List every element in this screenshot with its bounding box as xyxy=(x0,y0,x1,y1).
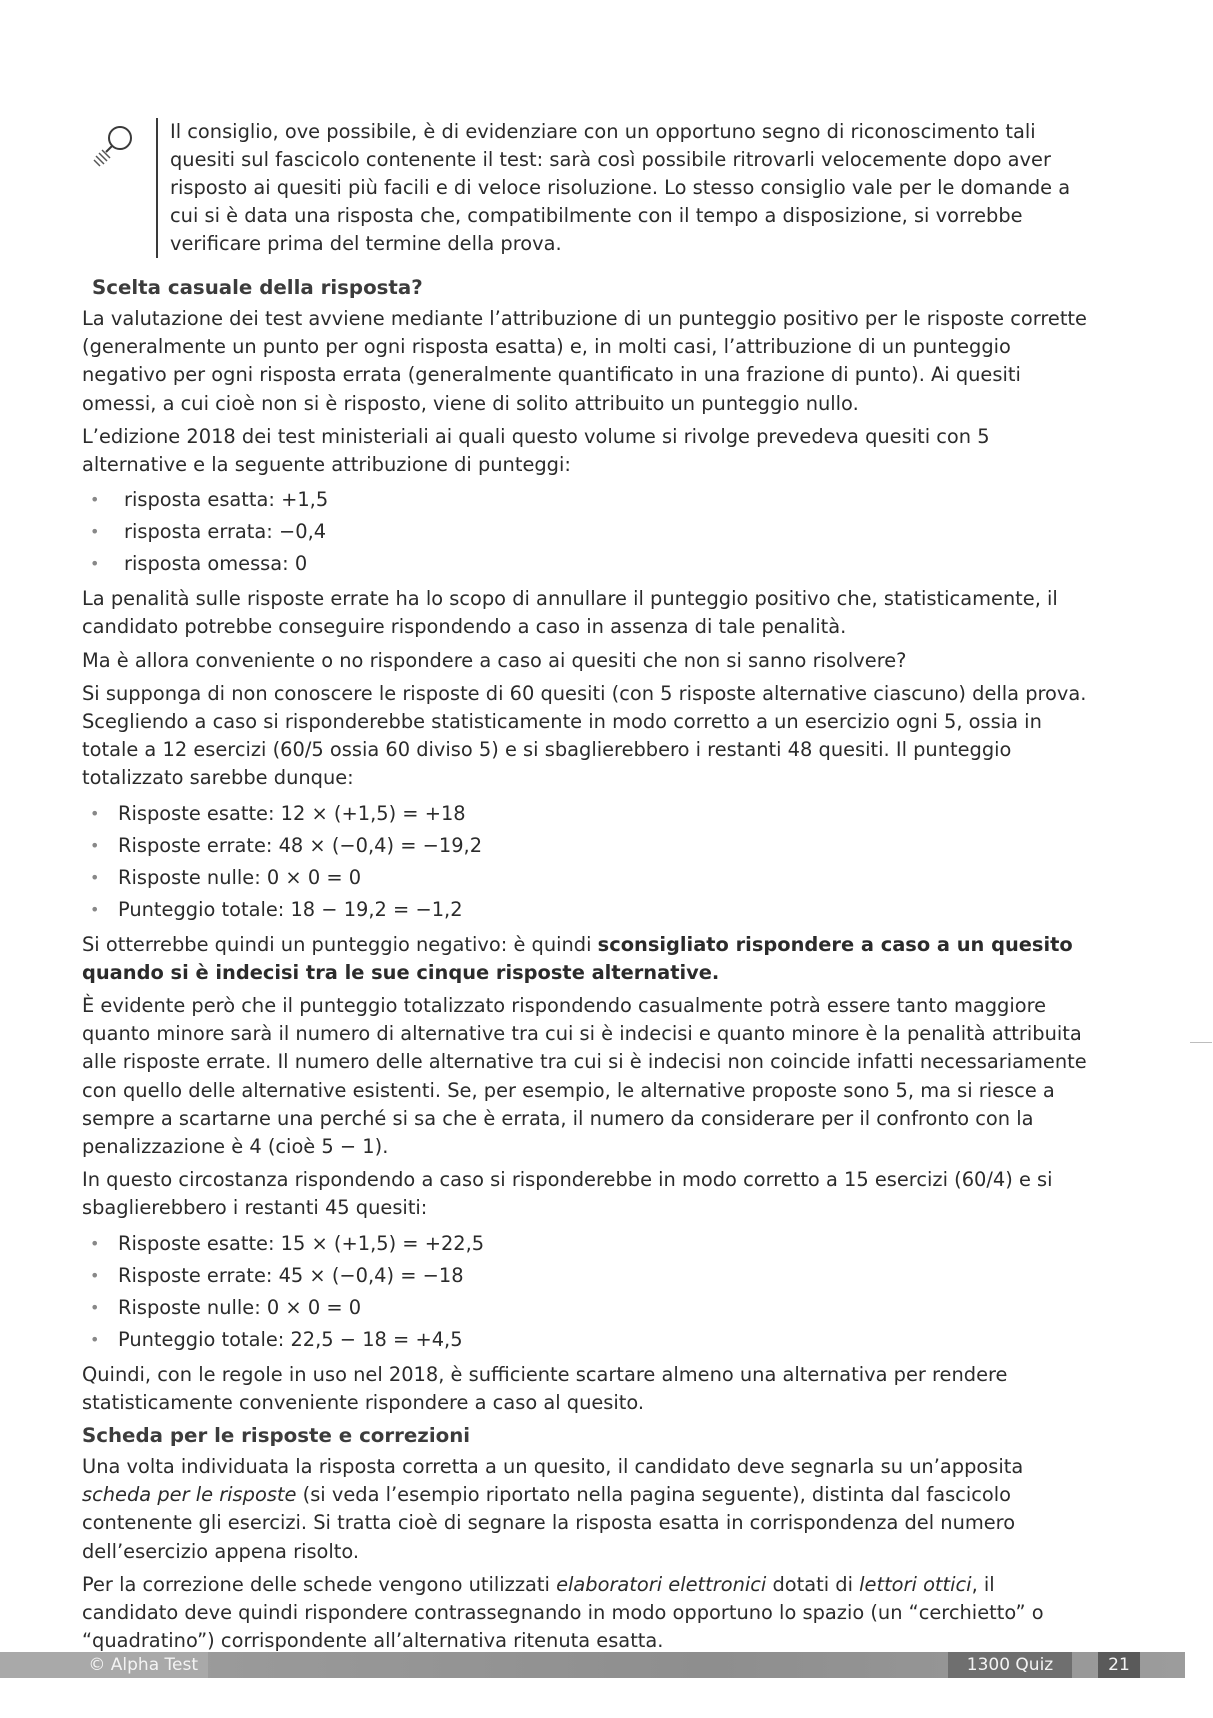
list-item: • Risposte errate: 48 × (−0,4) = −19,2 xyxy=(82,830,1092,862)
list-item: • Risposte esatte: 12 × (+1,5) = +18 xyxy=(82,798,1092,830)
list-item: • Risposte nulle: 0 × 0 = 0 xyxy=(82,1292,1092,1324)
footer-publisher: © Alpha Test xyxy=(0,1652,208,1678)
paragraph xyxy=(82,931,1092,987)
scores-list xyxy=(82,484,1092,580)
section-heading-random-answer: Scelta casuale della risposta? xyxy=(92,276,423,299)
list-item: • Punteggio totale: 18 − 19,2 = −1,2 xyxy=(82,894,1092,926)
paragraph: Si supponga di non conoscere le risposte di 60 quesiti (con 5 risposte alternative ciascuno) della prova. Scegliendo a caso si risponderebbe statisticamente in modo corretto a un esercizio ogni 5, ossia in totale a 12 esercizi (60/5 ossia 60 diviso 5) e si sbaglierebbero i restanti 48 quesiti. Il punteggio totalizzato sarebbe dunque: xyxy=(82,681,1087,790)
section-heading-answer-sheet: Scheda per le risposte e correzioni xyxy=(82,1424,471,1448)
list-item: • Risposte errate: 45 × (−0,4) = −18 xyxy=(82,1260,1092,1292)
list-item: • risposta errata: −0,4 xyxy=(82,516,1092,548)
paragraph: Quindi, con le regole in uso nel 2018, è sufficiente scartare almeno una alternativa per rendere statisticamente conveniente rispondere a caso al quesito. xyxy=(82,1362,1008,1414)
text: Una volta individuata la risposta corretta a un quesito, il candidato deve segnarla su un’apposita xyxy=(82,1455,1024,1479)
text: Per la correzione delle schede vengono utilizzati xyxy=(82,1572,557,1596)
italic-text: elaboratori elettronici xyxy=(556,1572,767,1596)
calculation-list-1 xyxy=(82,798,1092,926)
text: dotati di xyxy=(766,1572,860,1596)
footer-book-title: 1300 Quiz xyxy=(948,1652,1072,1678)
paragraph: L’edizione 2018 dei test ministeriali ai quali questo volume si rivolge prevedeva quesiti con 5 alternative e la seguente attribuzione di punteggi: xyxy=(82,424,990,477)
text: (si veda l’esempio riportato nella pagina seguente), distinta dal fascicolo contenente gli esercizi. Si tratta cioè di segnare la risposta esatta in corrispondenza del numero dell’esercizio appena risolto. xyxy=(82,1483,1016,1563)
italic-text: lettori ottici xyxy=(859,1572,972,1596)
bold-text: sconsigliato rispondere a caso a un quesito quando si è indecisi tra le sue cinque risposte alternative xyxy=(82,932,1073,984)
list-item: • Risposte nulle: 0 × 0 = 0 xyxy=(82,862,1092,894)
paragraph xyxy=(82,1571,1092,1656)
page-footer xyxy=(0,1652,1213,1678)
italic-text: scheda per le risposte xyxy=(82,1483,297,1507)
list-item: • risposta esatta: +1,5 xyxy=(82,484,1092,516)
list-item: • Risposte esatte: 15 × (+1,5) = +22,5 xyxy=(82,1228,1092,1260)
main-content xyxy=(82,274,1092,1661)
text: Si otterrebbe quindi un punteggio negativo: è quindi xyxy=(82,932,598,956)
tip-text: Il consiglio, ove possibile, è di evidenziare con un opportuno segno di riconoscimento tali quesiti sul fascicolo contenente il test: sarà così possibile ritrovarli velocemente dopo aver risposto ai quesiti più facili e di veloce risoluzione. Lo stesso consiglio vale per le domande a cui si è data una risposta che, compatibilmente con il tempo a disposizione, si vorrebbe verificare prima del termine della prova. xyxy=(156,118,1102,258)
page-number: 21 xyxy=(1098,1652,1140,1678)
list-item: • Punteggio totale: 22,5 − 18 = +4,5 xyxy=(82,1324,1092,1356)
paragraph: È evidente però che il punteggio totalizzato rispondendo casualmente potrà essere tanto maggiore quanto minore sarà il numero di alternative tra cui si è indecisi e quanto minore è la penalità attribuita alle risposte errate. Il numero delle alternative tra cui si è indecisi non coincide infatti necessariamente con quello delle alternative esistenti. Se, per esempio, le alternative proposte sono 5, ma si riesce a sempre a scartarne una perché si sa che è errata, il numero da considerare per il confronto con la penalizzazione è 4 (cioè 5 − 1). xyxy=(82,994,1087,1159)
lightbulb-icon xyxy=(88,122,140,174)
paragraph: In questo circostanza rispondendo a caso si risponderebbe in modo corretto a 15 esercizi (60/4) e si sbaglierebbero i restanti 45 quesiti: xyxy=(82,1168,1053,1220)
calculation-list-2 xyxy=(82,1228,1092,1356)
paragraph xyxy=(82,1453,1092,1566)
list-item: • risposta omessa: 0 xyxy=(82,548,1092,580)
paragraph: La valutazione dei test avviene mediante l’attribuzione di un punteggio positivo per le risposte corrette (generalmente un punto per ogni risposta esatta) e, in molti casi, l’attribuzione di un punteggio negativo per ogni risposta errata (generalmente quantificato in una frazione di punto). Ai quesiti omessi, a cui cioè non si è risposto, viene di solito attribuito un punteggio nullo. xyxy=(82,307,1087,415)
text: , il candidato deve quindi rispondere contrassegnando in modo opportuno lo spazio (un “cerchietto” o “quadratino”) corrispondente all’alternativa ritenuta esatta. xyxy=(82,1572,1044,1653)
paragraph: Ma è allora conveniente o no rispondere a caso ai quesiti che non si sanno risolvere? xyxy=(82,648,907,672)
bold-text: . xyxy=(711,960,720,984)
paragraph: La penalità sulle risposte errate ha lo scopo di annullare il punteggio positivo che, statisticamente, il candidato potrebbe conseguire rispondendo a caso in assenza di tale penalità. xyxy=(82,587,1058,639)
margin-mark xyxy=(1190,1042,1212,1043)
